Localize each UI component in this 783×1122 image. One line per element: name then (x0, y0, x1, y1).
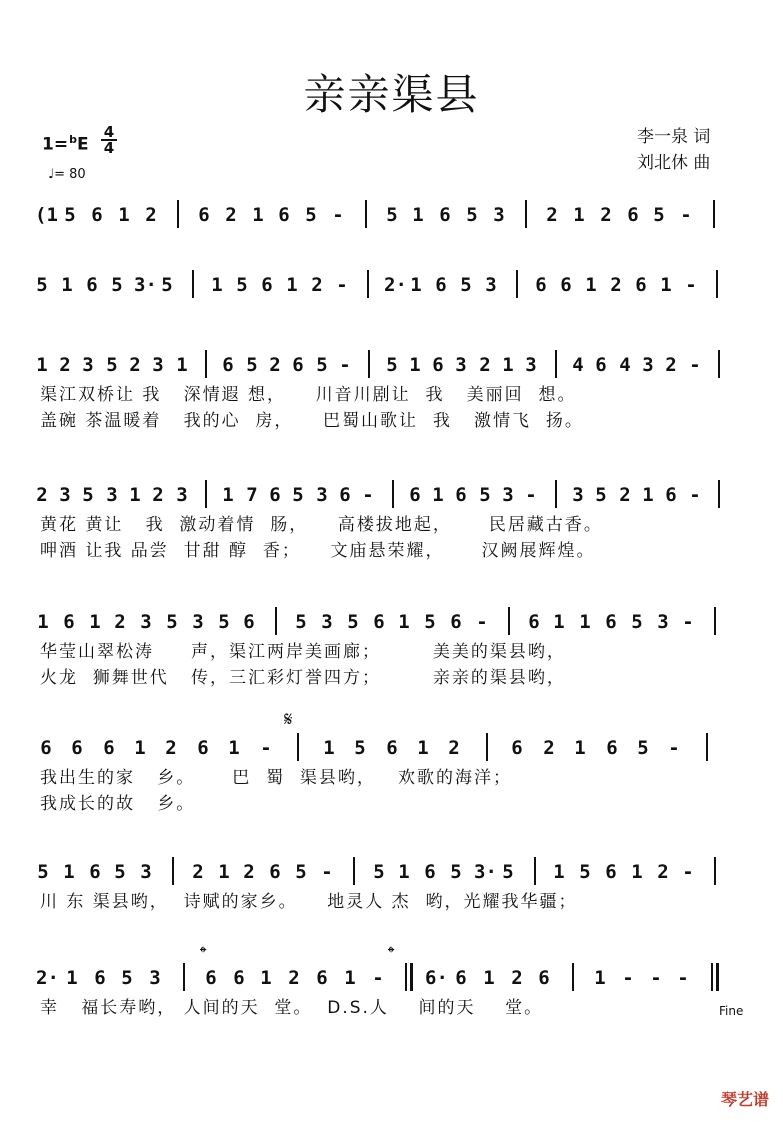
note: 6 (205, 967, 217, 989)
bar-line (275, 607, 277, 635)
note: 3 (493, 204, 505, 226)
note: 6 (86, 274, 98, 296)
note: 5 (466, 204, 478, 226)
note: 1 (129, 484, 141, 506)
note: 5 (37, 861, 49, 883)
note: 2 (192, 861, 204, 883)
note: 5 (246, 354, 258, 376)
staff-line (30, 963, 753, 1023)
note: 5 (386, 204, 398, 226)
note: 1 (553, 611, 565, 633)
note: 6 (455, 967, 467, 989)
lyrics-verse-1: 华莹山翠松涛 声，渠江两岸美画廊； 美美的渠县哟， (40, 642, 566, 662)
note: 6 (605, 611, 617, 633)
note: 2 (546, 204, 558, 226)
note: 3 (525, 354, 537, 376)
note: 5 (121, 967, 133, 989)
note: 6 (606, 737, 618, 759)
note: 7 (246, 484, 258, 506)
note: 5 (579, 861, 591, 883)
note: 5 (82, 484, 94, 506)
note: 3 (642, 354, 654, 376)
note: 6 (261, 274, 273, 296)
note: 1 (579, 611, 591, 633)
coda-sign: 𝄌 (200, 943, 207, 964)
sustain-dash: - (680, 204, 692, 226)
sustain-dash: - (336, 274, 348, 296)
note: 1 (410, 274, 422, 296)
note: 1 (63, 861, 75, 883)
note: 2· (36, 967, 59, 989)
note: 2 (543, 737, 555, 759)
bar-line (172, 857, 174, 885)
bar-line (714, 857, 716, 885)
note: 6 (605, 861, 617, 883)
note: 6 (432, 354, 444, 376)
note: 1 (344, 967, 356, 989)
note: 5 (295, 611, 307, 633)
note: 3 (176, 484, 188, 506)
note: 2 (269, 354, 281, 376)
key-signature (42, 133, 89, 155)
note: 5 (631, 611, 643, 633)
note: 6 (439, 204, 451, 226)
bar-line (718, 480, 720, 508)
note: 3· (134, 274, 157, 296)
bar-line (177, 200, 179, 228)
sustain-dash: - (689, 354, 701, 376)
lyrics-verse-1: 我出生的家 乡。 巴 蜀 渠县哟， 欢歌的海洋； (40, 768, 513, 788)
bar-line (572, 963, 574, 991)
bar-line (183, 963, 185, 991)
note: 3 (140, 611, 152, 633)
notation-row (30, 200, 753, 230)
note: 2 (600, 204, 612, 226)
note: 5 (218, 611, 230, 633)
note: 3 (106, 484, 118, 506)
note: 5 (386, 354, 398, 376)
note: 5 (595, 484, 607, 506)
note: 5 (316, 354, 328, 376)
bar-line (706, 733, 708, 761)
note: 4 (619, 354, 631, 376)
bar-line (508, 607, 510, 635)
song-title: 亲亲渠县 (303, 70, 480, 119)
note: 1 (222, 484, 234, 506)
staff-line (30, 733, 753, 814)
note: 6 (94, 967, 106, 989)
note: 1 (573, 204, 585, 226)
note: 1 (89, 611, 101, 633)
note: 5 (111, 274, 123, 296)
sustain-dash: - (339, 354, 351, 376)
note: 2 (657, 861, 669, 883)
note: 3 (59, 484, 71, 506)
bar-line (405, 963, 407, 991)
note: 5 (292, 484, 304, 506)
note: 3· (474, 861, 497, 883)
bar-line (713, 200, 715, 228)
note: 2 (311, 274, 323, 296)
note: 6 (103, 737, 115, 759)
note: 2 (59, 354, 71, 376)
notation-row (30, 963, 753, 993)
note: 6 (455, 484, 467, 506)
note: 3 (316, 484, 328, 506)
staff-line (30, 857, 753, 917)
note: 6 (511, 737, 523, 759)
note: 6 (373, 611, 385, 633)
note: 6 (528, 611, 540, 633)
note: 6 (450, 611, 462, 633)
bar-line (716, 270, 718, 298)
sustain-dash: - (321, 861, 333, 883)
lyrics-verse-1: 渠江双桥让 我 深情遐 想， 川音川剧让 我 美丽回 想。 (40, 385, 577, 405)
sustain-dash: - (362, 484, 374, 506)
note: 5 (295, 861, 307, 883)
bar-line (516, 270, 518, 298)
note: 5 (106, 354, 118, 376)
lyrics-verse-1: 川 东 渠县哟， 诗赋的家乡。 地灵人 杰 哟，光耀我华疆； (40, 892, 578, 912)
bar-line (711, 963, 713, 991)
note: 2 (145, 204, 157, 226)
note: 1 (211, 274, 223, 296)
note: 6 (560, 274, 572, 296)
note: 5 (114, 861, 126, 883)
note: 2 (479, 354, 491, 376)
bar-line (716, 963, 719, 991)
note: 6 (233, 967, 245, 989)
note: 1 (228, 737, 240, 759)
time-denominator: 4 (101, 139, 117, 155)
note: 1 (66, 967, 78, 989)
note: 1 (412, 204, 424, 226)
bar-line (714, 607, 716, 635)
note: 2 (243, 861, 255, 883)
bar-line (368, 350, 370, 378)
lyrics-verse-2: 呷酒 让我 品尝 甘甜 醇 香； 文庙悬荣耀， 汉阙展辉煌。 (40, 541, 596, 561)
note: 2 (129, 354, 141, 376)
note: 6 (538, 967, 550, 989)
note: 6 (198, 204, 210, 226)
note: 1 (118, 204, 130, 226)
note: 3 (140, 861, 152, 883)
notation-row (30, 607, 753, 637)
key-note: E (76, 134, 89, 155)
sustain-dash: - (525, 484, 537, 506)
lyrics-verse-1: 黄花 黄让 我 激动着情 肠， 高楼拔地起， 民居藏古香。 (40, 515, 603, 535)
note: 5 (637, 737, 649, 759)
staff-line (30, 200, 753, 260)
sustain-dash: - (677, 967, 689, 989)
note: 6 (386, 737, 398, 759)
bar-line (365, 200, 367, 228)
bar-line (486, 733, 488, 761)
note: 1 (323, 737, 335, 759)
note: 1 (398, 861, 410, 883)
note: 3 (321, 611, 333, 633)
note: 1 (36, 354, 48, 376)
note: 2 (165, 737, 177, 759)
lyricist: 李一泉 词 (637, 127, 711, 147)
notation-row (30, 270, 753, 300)
note: 2 (152, 484, 164, 506)
note: 6 (269, 861, 281, 883)
flat-sign: b (69, 133, 77, 146)
note: 6 (665, 484, 677, 506)
sustain-dash: - (332, 204, 344, 226)
note: 6· (425, 967, 448, 989)
note: 3 (485, 274, 497, 296)
note: 6 (71, 737, 83, 759)
note: 6 (535, 274, 547, 296)
coda-sign-2: 𝄌 (388, 943, 395, 964)
note: 5 (354, 737, 366, 759)
note: 2 (610, 274, 622, 296)
note: 1 (631, 861, 643, 883)
time-numerator: 4 (103, 123, 115, 141)
note: 3 (149, 967, 161, 989)
note: 1 (37, 611, 49, 633)
note: 5 (373, 861, 385, 883)
note: 1 (398, 611, 410, 633)
notation-row (30, 857, 753, 887)
note: 6 (89, 861, 101, 883)
sustain-dash: - (476, 611, 488, 633)
note: 2 (665, 354, 677, 376)
sustain-dash: - (682, 611, 694, 633)
note: 6 (292, 354, 304, 376)
note: 1 (553, 861, 565, 883)
note: 2 (511, 967, 523, 989)
note: 6 (197, 737, 209, 759)
sustain-dash: - (682, 861, 694, 883)
note: 1 (574, 737, 586, 759)
note: 6 (409, 484, 421, 506)
note: 5 (424, 611, 436, 633)
note: 6 (243, 611, 255, 633)
bar-line (367, 270, 369, 298)
note: 1 (176, 354, 188, 376)
tempo-mark: ♩= 80 (48, 167, 86, 182)
credits (637, 124, 710, 176)
bar-line (205, 480, 207, 508)
note: 5 (305, 204, 317, 226)
sustain-dash: - (668, 737, 680, 759)
note: 1 (409, 354, 421, 376)
note: 6 (91, 204, 103, 226)
note: 3 (572, 484, 584, 506)
sustain-dash: - (689, 484, 701, 506)
sustain-dash: - (650, 967, 662, 989)
note: 2 (36, 484, 48, 506)
note: 1 (432, 484, 444, 506)
note: 5 (166, 611, 178, 633)
note: 6 (222, 354, 234, 376)
note: 1 (417, 737, 429, 759)
note: 2· (384, 274, 407, 296)
sustain-dash: - (260, 737, 272, 759)
lyrics-verse-2: 我成长的故 乡。 (40, 794, 196, 814)
note: 2 (114, 611, 126, 633)
note: 2 (288, 967, 300, 989)
note: 4 (572, 354, 584, 376)
notation-row (30, 480, 753, 510)
notation-row (30, 733, 753, 763)
note: 2 (225, 204, 237, 226)
staff-line (30, 480, 753, 561)
bar-line (392, 480, 394, 508)
bar-line (205, 350, 207, 378)
note: 5 (502, 861, 514, 883)
note: 5 (64, 204, 76, 226)
segno-sign: 𝄋 (284, 707, 293, 731)
key-label: 1= (42, 134, 69, 155)
note: 6 (424, 861, 436, 883)
bar-line (555, 480, 557, 508)
composer: 刘北休 曲 (637, 153, 711, 173)
note: 6 (269, 484, 281, 506)
lyrics-verse-1: 幸 福长寿哟， 人间的天 堂。 D.S.人 间的天 堂。 (40, 998, 544, 1018)
note: 3 (192, 611, 204, 633)
bar-line (192, 270, 194, 298)
note: 2 (619, 484, 631, 506)
note: 1 (642, 484, 654, 506)
note: 6 (339, 484, 351, 506)
fine-mark: Fine (719, 1004, 744, 1018)
note: 6 (435, 274, 447, 296)
note: 3 (82, 354, 94, 376)
note: 5 (36, 274, 48, 296)
bar-line (534, 857, 536, 885)
note: 3 (455, 354, 467, 376)
note: 3 (502, 484, 514, 506)
note: 1 (260, 967, 272, 989)
note: 5 (236, 274, 248, 296)
note: 1 (594, 967, 606, 989)
note: 1 (286, 274, 298, 296)
note: 1 (61, 274, 73, 296)
note: 5 (161, 274, 173, 296)
note: 1 (660, 274, 672, 296)
note: 1 (252, 204, 264, 226)
watermark-logo: 琴艺谱 (720, 1090, 769, 1109)
bar-line (297, 733, 299, 761)
staff-line (30, 350, 753, 431)
note: 5 (479, 484, 491, 506)
note: 5 (460, 274, 472, 296)
sustain-dash: - (622, 967, 634, 989)
bar-line (525, 200, 527, 228)
note: 5 (347, 611, 359, 633)
staff-line (30, 270, 753, 330)
note: 6 (40, 737, 52, 759)
note: 1 (134, 737, 146, 759)
time-signature (101, 125, 117, 155)
bar-line (718, 350, 720, 378)
bar-line (555, 350, 557, 378)
note: 6 (635, 274, 647, 296)
note: 5 (653, 204, 665, 226)
note: 1 (483, 967, 495, 989)
bar-line (410, 963, 413, 991)
note: 1 (502, 354, 514, 376)
note: 3 (657, 611, 669, 633)
staff-line (30, 607, 753, 688)
note: 5 (450, 861, 462, 883)
note: (1 (35, 204, 58, 226)
sustain-dash: - (685, 274, 697, 296)
note: 6 (278, 204, 290, 226)
lyrics-verse-2: 火龙 狮舞世代 传，三汇彩灯誉四方； 亲亲的渠县哟， (40, 668, 566, 688)
note: 6 (595, 354, 607, 376)
sustain-dash: - (372, 967, 384, 989)
note: 6 (627, 204, 639, 226)
note: 6 (316, 967, 328, 989)
note: 6 (63, 611, 75, 633)
note: 1 (218, 861, 230, 883)
note: 3 (152, 354, 164, 376)
note: 2 (448, 737, 460, 759)
lyrics-verse-2: 盖碗 茶温暖着 我的心 房， 巴蜀山歌让 我 激情飞 扬。 (40, 411, 584, 431)
bar-line (353, 857, 355, 885)
note: 1 (585, 274, 597, 296)
notation-row (30, 350, 753, 380)
